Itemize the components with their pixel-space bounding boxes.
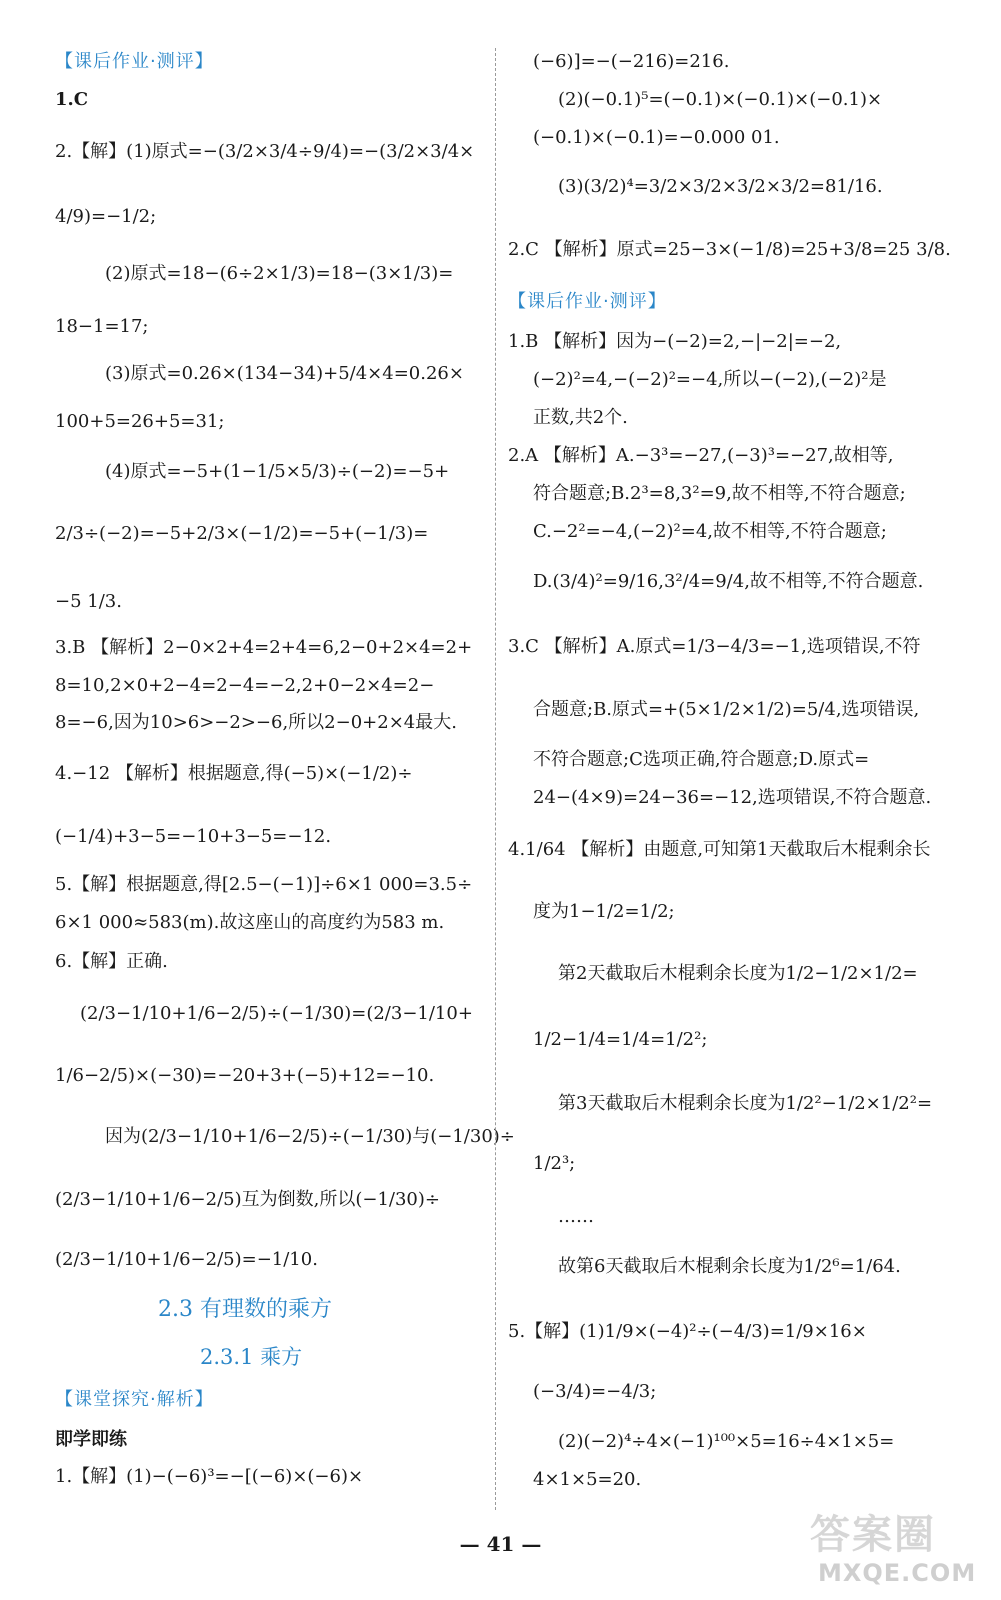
right-column-line: 3.C 【解析】A.原式=1/3−4/3=−1,选项错误,不符 bbox=[508, 636, 921, 657]
left-column-line: (2/3−1/10+1/6−2/5)=−1/10. bbox=[55, 1249, 318, 1270]
left-column-line: 3.B 【解析】2−0×2+4=2+4=6,2−0+2×4=2+ bbox=[55, 637, 473, 658]
right-column-line: 度为1−1/2=1/2; bbox=[533, 901, 675, 922]
left-column-line: 2.【解】(1)原式=−(3/2×3/4÷9/4)=−(3/2×3/4× bbox=[55, 141, 475, 162]
column-divider bbox=[495, 48, 496, 1510]
right-column-line: D.(3/4)²=9/16,3²/4=9/4,故不相等,不符合题意. bbox=[533, 571, 924, 592]
right-column-line: 2.C 【解析】原式=25−3×(−1/8)=25+3/8=25 3/8. bbox=[508, 239, 951, 260]
right-column-line: 1.B 【解析】因为−(−2)=2,−|−2|=−2, bbox=[508, 331, 842, 352]
page-number: — 41 — bbox=[459, 1532, 542, 1556]
right-column-line: 第3天截取后木棍剩余长度为1/2²−1/2×1/2²= bbox=[558, 1093, 933, 1114]
right-column-line: (−0.1)×(−0.1)=−0.000 01. bbox=[533, 127, 780, 148]
right-column-line: 合题意;B.原式=+(5×1/2×1/2)=5/4,选项错误, bbox=[533, 699, 920, 720]
watermark bbox=[800, 1495, 985, 1595]
right-column-line: 【课后作业·测评】 bbox=[508, 291, 667, 312]
right-column-line: 符合题意;B.2³=8,3²=9,故不相等,不符合题意; bbox=[533, 483, 906, 504]
left-column-line: (2/3−1/10+1/6−2/5)÷(−1/30)=(2/3−1/10+ bbox=[80, 1003, 473, 1024]
left-column-line: 2.3.1 乘方 bbox=[200, 1345, 303, 1369]
left-column-line: 2.3 有理数的乘方 bbox=[158, 1297, 332, 1322]
left-column-line: 【课堂探究·解析】 bbox=[55, 1389, 214, 1410]
watermark-cn: 答案圈 bbox=[810, 1512, 936, 1558]
left-column-line: (3)原式=0.26×(134−34)+5/4×4=0.26× bbox=[105, 363, 464, 384]
right-column-line: 1/2−1/4=1/4=1/2²; bbox=[533, 1029, 708, 1050]
right-column-line: 不符合题意;C选项正确,符合题意;D.原式= bbox=[533, 749, 870, 770]
left-column-line: 5.【解】根据题意,得[2.5−(−1)]÷6×1 000=3.5÷ bbox=[55, 874, 473, 895]
right-column-line: 2.A 【解析】A.−3³=−27,(−3)³=−27,故相等, bbox=[508, 445, 894, 466]
watermark-url: MXQE.COM bbox=[818, 1559, 977, 1587]
left-column-line: 100+5=26+5=31; bbox=[55, 411, 225, 432]
left-column-line: 6×1 000≈583(m).故这座山的高度约为583 m. bbox=[55, 912, 445, 933]
left-column-line: 1.【解】(1)−(−6)³=−[(−6)×(−6)× bbox=[55, 1466, 364, 1487]
left-column-line: 8=10,2×0+2−4=2−4=−2,2+0−2×4=2− bbox=[55, 675, 435, 696]
right-column-line: …… bbox=[558, 1206, 594, 1227]
left-column-line: (2/3−1/10+1/6−2/5)互为倒数,所以(−1/30)÷ bbox=[55, 1189, 440, 1210]
right-column-line: 24−(4×9)=24−36=−12,选项错误,不符合题意. bbox=[533, 787, 932, 808]
left-column-line: 1/6−2/5)×(−30)=−20+3+(−5)+12=−10. bbox=[55, 1065, 435, 1086]
right-column-line: C.−2²=−4,(−2)²=4,故不相等,不符合题意; bbox=[533, 521, 887, 542]
right-column-line: (−2)²=4,−(−2)²=−4,所以−(−2),(−2)²是 bbox=[533, 369, 887, 390]
left-column-line: (2)原式=18−(6÷2×1/3)=18−(3×1/3)= bbox=[105, 263, 454, 284]
left-column-line: 因为(2/3−1/10+1/6−2/5)÷(−1/30)与(−1/30)÷ bbox=[105, 1126, 515, 1147]
left-column-line: −5 1/3. bbox=[55, 591, 122, 612]
left-column-line: (−1/4)+3−5=−10+3−5=−12. bbox=[55, 826, 332, 847]
right-column-line: (−3/4)=−4/3; bbox=[533, 1381, 657, 1402]
left-column-line: 4.−12 【解析】根据题意,得(−5)×(−1/2)÷ bbox=[55, 763, 413, 784]
right-column-line: 1/2³; bbox=[533, 1153, 576, 1174]
right-column-line: (2)(−0.1)⁵=(−0.1)×(−0.1)×(−0.1)× bbox=[558, 89, 883, 110]
left-column-line: (4)原式=−5+(1−1/5×5/3)÷(−2)=−5+ bbox=[105, 461, 450, 482]
right-column-line: 5.【解】(1)1/9×(−4)²÷(−4/3)=1/9×16× bbox=[508, 1321, 867, 1342]
right-column-line: 4.1/64 【解析】由题意,可知第1天截取后木棍剩余长 bbox=[508, 839, 931, 860]
right-column-line: 正数,共2个. bbox=[533, 407, 628, 428]
right-column-line: (2)(−2)⁴÷4×(−1)¹⁰⁰×5=16÷4×1×5= bbox=[558, 1431, 895, 1452]
left-column-line: 6.【解】正确. bbox=[55, 951, 168, 972]
right-column-line: (−6)]=−(−216)=216. bbox=[533, 51, 730, 72]
left-column-line: 即学即练 bbox=[55, 1429, 127, 1450]
left-column-line: 2/3÷(−2)=−5+2/3×(−1/2)=−5+(−1/3)= bbox=[55, 523, 429, 544]
left-column-line: 8=−6,因为10>6>−2>−6,所以2−0+2×4最大. bbox=[55, 712, 457, 733]
left-column-line: 18−1=17; bbox=[55, 316, 149, 337]
right-column-line: (3)(3/2)⁴=3/2×3/2×3/2×3/2=81/16. bbox=[558, 176, 883, 197]
right-column-line: 4×1×5=20. bbox=[533, 1469, 642, 1490]
left-column-line: 【课后作业·测评】 bbox=[55, 51, 214, 72]
right-column-line: 第2天截取后木棍剩余长度为1/2−1/2×1/2= bbox=[558, 963, 918, 984]
left-column-line: 1.C bbox=[55, 89, 89, 110]
right-column-line: 故第6天截取后木棍剩余长度为1/2⁶=1/64. bbox=[558, 1256, 901, 1277]
left-column-line: 4/9)=−1/2; bbox=[55, 206, 157, 227]
